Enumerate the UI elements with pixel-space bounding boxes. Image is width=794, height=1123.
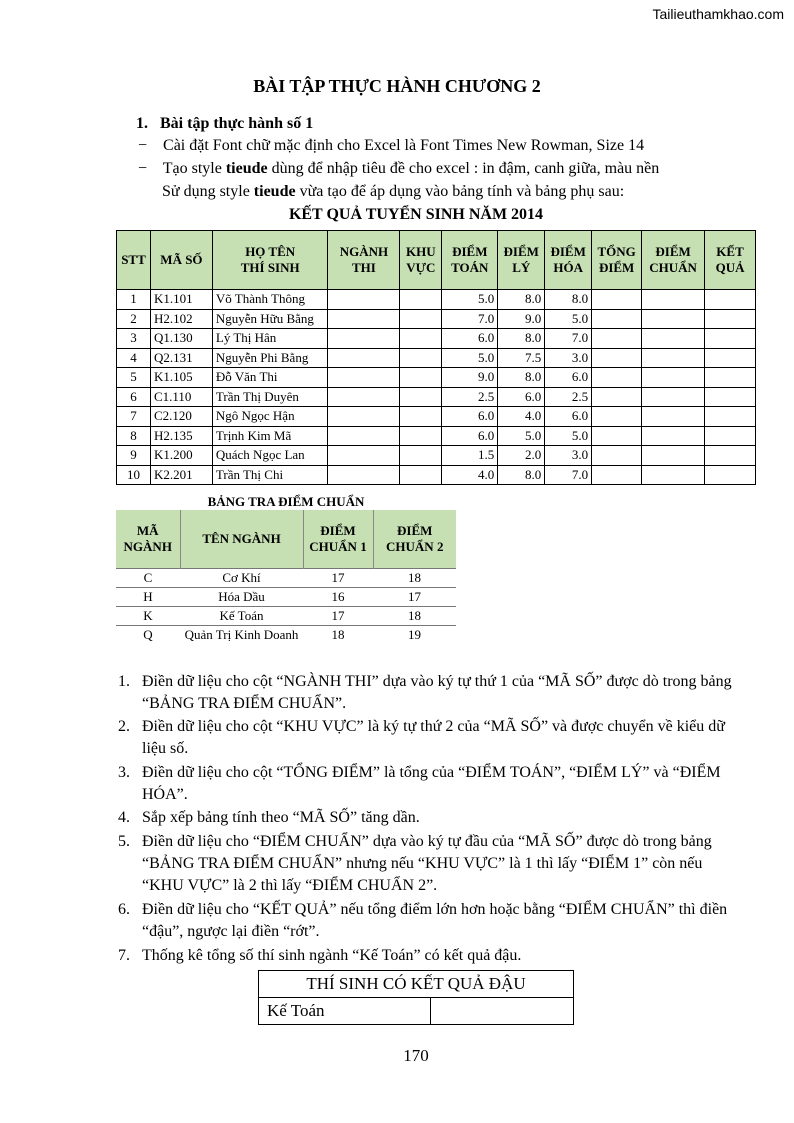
table-cell[interactable]: 10: [117, 465, 151, 485]
table-cell[interactable]: 3.0: [545, 446, 592, 466]
table-cell[interactable]: [642, 387, 705, 407]
column-header: ĐIỂM LÝ: [498, 231, 545, 290]
table-cell[interactable]: 1.5: [442, 446, 498, 466]
table-cell[interactable]: [642, 368, 705, 388]
table-cell[interactable]: 5.0: [442, 290, 498, 310]
table-cell[interactable]: Nguyễn Phi Bằng: [212, 348, 328, 368]
section-title: Bài tập thực hành số 1: [160, 115, 314, 132]
table-cell[interactable]: [400, 329, 442, 349]
passed-candidates-table: [258, 970, 574, 1025]
table-cell[interactable]: [400, 290, 442, 310]
task-text: Điền dữ liệu cho “KẾT QUẢ” nếu tổng điểm lớn hơn hoặc bằng “ĐIỂM CHUẨN” thì điền “đậu”, ngược lại điền “rớt”.: [142, 901, 728, 940]
table-row: [116, 607, 456, 626]
table-cell[interactable]: 8.0: [498, 329, 545, 349]
table-cell[interactable]: 8.0: [498, 465, 545, 485]
table-cell[interactable]: [592, 348, 642, 368]
table-row: [117, 290, 756, 310]
table-cell[interactable]: [400, 387, 442, 407]
column-header: ĐIỂM TOÁN: [442, 231, 498, 290]
table-cell[interactable]: K1.101: [150, 290, 212, 310]
table-cell[interactable]: 8.0: [545, 290, 592, 310]
column-header: NGÀNH THI: [328, 231, 400, 290]
column-header: TỔNG ĐIỂM: [592, 231, 642, 290]
task-number: 7.: [118, 947, 130, 964]
table-cell[interactable]: 7.5: [498, 348, 545, 368]
task-text: Điền dữ liệu cho cột “NGÀNH THI” dựa vào ký tự thứ 1 của “MÃ SỐ” được dò trong bảng “BẢNG TRA ĐIỂM CHUẨN”.: [142, 673, 732, 712]
table-row: [117, 348, 756, 368]
table-cell[interactable]: [592, 329, 642, 349]
table-cell[interactable]: [642, 465, 705, 485]
column-header: MÃ SỐ: [150, 231, 212, 290]
table-cell: 17: [373, 588, 456, 607]
table-row: [117, 329, 756, 349]
table-cell[interactable]: [705, 329, 756, 349]
table-cell[interactable]: Trần Thị Chi: [212, 465, 328, 485]
table-row: [117, 368, 756, 388]
table-cell[interactable]: [592, 309, 642, 329]
table-cell[interactable]: Q1.130: [150, 329, 212, 349]
column-header: ĐIỂM HÓA: [545, 231, 592, 290]
table-cell[interactable]: [400, 348, 442, 368]
table-cell[interactable]: Võ Thành Thông: [212, 290, 328, 310]
column-header: MÃ NGÀNH: [116, 510, 180, 569]
bullet-3: [162, 183, 624, 201]
table-cell[interactable]: C2.120: [150, 407, 212, 427]
table-cell[interactable]: [400, 446, 442, 466]
lookup-table-title: BẢNG TRA ĐIỂM CHUẨN: [207, 494, 365, 509]
table-cell[interactable]: 8: [117, 426, 151, 446]
section-number: 1.: [136, 115, 148, 132]
result-table-title: THÍ SINH CÓ KẾT QUẢ ĐẬU: [259, 971, 574, 998]
task-number: 4.: [118, 809, 130, 826]
task-number: 3.: [118, 764, 130, 781]
table-cell[interactable]: 8.0: [498, 368, 545, 388]
column-header: HỌ TÊN THÍ SINH: [212, 231, 328, 290]
table-cell[interactable]: 6.0: [442, 329, 498, 349]
task-text: Thống kê tổng số thí sinh ngành “Kế Toán” có kết quả đậu.: [142, 947, 522, 964]
watermark: Tailieuthamkhao.com: [652, 6, 784, 22]
table-cell[interactable]: [705, 465, 756, 485]
table-cell[interactable]: [592, 465, 642, 485]
table-cell[interactable]: 9.0: [442, 368, 498, 388]
bullet-1: [138, 137, 644, 155]
table-cell: Cơ Khí: [180, 569, 303, 588]
task-number: 1.: [118, 673, 130, 690]
table-cell[interactable]: 9: [117, 446, 151, 466]
table-row: [117, 407, 756, 427]
bullet-text: dùng để nhập tiêu đề cho excel : in đậm, canh giữa, màu nền: [267, 160, 660, 177]
table-cell[interactable]: Lý Thị Hân: [212, 329, 328, 349]
table-cell: Hóa Dầu: [180, 588, 303, 607]
table-cell[interactable]: [705, 290, 756, 310]
result-label: Kế Toán: [259, 998, 431, 1025]
table-cell[interactable]: [328, 329, 400, 349]
table-row: [117, 387, 756, 407]
column-header: STT: [117, 231, 151, 290]
table-cell[interactable]: [328, 465, 400, 485]
table-cell[interactable]: [328, 309, 400, 329]
task-item: [118, 716, 738, 760]
column-header: TÊN NGÀNH: [180, 510, 303, 569]
table-cell: H: [116, 588, 180, 607]
table-cell[interactable]: [328, 426, 400, 446]
table-cell: 17: [303, 569, 373, 588]
table-cell[interactable]: [642, 348, 705, 368]
main-table-title: KẾT QUẢ TUYỂN SINH NĂM 2014: [288, 206, 544, 223]
table-cell: 16: [303, 588, 373, 607]
table-cell[interactable]: [328, 387, 400, 407]
bullet-dash: −: [138, 137, 148, 154]
result-value[interactable]: [431, 998, 574, 1025]
table-cell[interactable]: Q2.131: [150, 348, 212, 368]
table-row: [117, 309, 756, 329]
table-cell[interactable]: [400, 368, 442, 388]
table-cell[interactable]: [705, 446, 756, 466]
table-cell[interactable]: [592, 446, 642, 466]
table-cell[interactable]: Quách Ngọc Lan: [212, 446, 328, 466]
table-cell[interactable]: [592, 290, 642, 310]
bullet-text: Tạo style: [162, 160, 226, 177]
table-cell[interactable]: [642, 407, 705, 427]
table-cell[interactable]: 6.0: [545, 407, 592, 427]
table-cell[interactable]: [328, 407, 400, 427]
bullet-dash: −: [138, 160, 148, 177]
table-cell[interactable]: 9.0: [498, 309, 545, 329]
column-header: ĐIỂM CHUẨN: [642, 231, 705, 290]
table-cell[interactable]: 5: [117, 368, 151, 388]
table-cell[interactable]: 2.5: [442, 387, 498, 407]
table-cell: 18: [373, 607, 456, 626]
table-row: [117, 426, 756, 446]
table-cell[interactable]: Nguyễn Hữu Bằng: [212, 309, 328, 329]
table-cell[interactable]: H2.102: [150, 309, 212, 329]
table-cell[interactable]: Trần Thị Duyên: [212, 387, 328, 407]
table-cell[interactable]: C1.110: [150, 387, 212, 407]
task-item: [118, 762, 738, 806]
cutoff-lookup-table: [116, 510, 456, 644]
table-cell[interactable]: [400, 407, 442, 427]
table-cell[interactable]: 6.0: [498, 387, 545, 407]
table-cell[interactable]: [328, 348, 400, 368]
table-cell: 17: [303, 607, 373, 626]
table-cell[interactable]: 7.0: [545, 465, 592, 485]
table-cell[interactable]: 7.0: [545, 329, 592, 349]
table-cell[interactable]: 2.5: [545, 387, 592, 407]
table-cell[interactable]: Đỗ Văn Thi: [212, 368, 328, 388]
table-cell[interactable]: 5.0: [545, 426, 592, 446]
task-item: [118, 807, 738, 829]
task-number: 5.: [118, 833, 130, 850]
table-cell: 19: [373, 626, 456, 645]
table-cell: Kế Toán: [180, 607, 303, 626]
task-item: [118, 945, 738, 967]
table-cell[interactable]: [642, 329, 705, 349]
table-cell[interactable]: [400, 426, 442, 446]
column-header: ĐIỂM CHUẨN 2: [373, 510, 456, 569]
table-cell: Q: [116, 626, 180, 645]
table-cell[interactable]: [705, 309, 756, 329]
table-cell[interactable]: 7: [117, 407, 151, 427]
table-cell[interactable]: K1.200: [150, 446, 212, 466]
table-cell[interactable]: H2.135: [150, 426, 212, 446]
table-cell: Quản Trị Kinh Doanh: [180, 626, 303, 645]
table-cell[interactable]: [642, 309, 705, 329]
table-cell[interactable]: [592, 426, 642, 446]
table-cell[interactable]: [592, 407, 642, 427]
table-cell[interactable]: 6.0: [545, 368, 592, 388]
task-text: Sắp xếp bảng tính theo “MÃ SỐ” tăng dần.: [142, 809, 420, 826]
bullet-text: Cài đặt Font chữ mặc định cho Excel là Font Times New Rowman, Size 14: [163, 137, 645, 154]
table-cell[interactable]: 5.0: [498, 426, 545, 446]
bullet-text: Sử dụng style: [162, 183, 254, 200]
table-cell[interactable]: [705, 426, 756, 446]
task-text: Điền dữ liệu cho cột “TỔNG ĐIỂM” là tổng của “ĐIỂM TOÁN”, “ĐIỂM LÝ” và “ĐIỂM HÓA”.: [142, 764, 721, 803]
table-cell[interactable]: [705, 387, 756, 407]
column-header: KẾT QUẢ: [705, 231, 756, 290]
table-cell[interactable]: [400, 465, 442, 485]
table-cell[interactable]: Trịnh Kim Mã: [212, 426, 328, 446]
table-cell[interactable]: [705, 368, 756, 388]
bullet-2: [138, 160, 659, 178]
table-cell[interactable]: [328, 368, 400, 388]
task-text: Điền dữ liệu cho cột “KHU VỰC” là ký tự thứ 2 của “MÃ SỐ” và được chuyển về kiểu dữ liệu số.: [142, 718, 725, 757]
task-item: [118, 899, 738, 943]
table-cell[interactable]: [642, 290, 705, 310]
column-header: ĐIỂM CHUẨN 1: [303, 510, 373, 569]
table-cell[interactable]: 6.0: [442, 426, 498, 446]
table-cell: 18: [373, 569, 456, 588]
table-cell[interactable]: 7.0: [442, 309, 498, 329]
table-cell[interactable]: 2: [117, 309, 151, 329]
table-cell[interactable]: 5.0: [545, 309, 592, 329]
table-cell[interactable]: 1: [117, 290, 151, 310]
table-cell[interactable]: 3.0: [545, 348, 592, 368]
table-cell: K: [116, 607, 180, 626]
table-row: [116, 626, 456, 645]
table-cell[interactable]: [642, 446, 705, 466]
task-number: 2.: [118, 718, 130, 735]
table-cell: C: [116, 569, 180, 588]
table-cell[interactable]: 4.0: [498, 407, 545, 427]
table-cell[interactable]: 2.0: [498, 446, 545, 466]
table-row: [117, 465, 756, 485]
task-item: [118, 671, 738, 715]
table-cell[interactable]: K1.105: [150, 368, 212, 388]
page-title: BÀI TẬP THỰC HÀNH CHƯƠNG 2: [253, 76, 541, 96]
table-cell[interactable]: [328, 290, 400, 310]
section-heading: [136, 115, 313, 133]
table-row: [117, 446, 756, 466]
table-cell[interactable]: 5.0: [442, 348, 498, 368]
table-cell[interactable]: Ngô Ngọc Hận: [212, 407, 328, 427]
table-cell[interactable]: 4: [117, 348, 151, 368]
admission-results-table: [116, 230, 756, 485]
table-cell[interactable]: 6: [117, 387, 151, 407]
task-number: 6.: [118, 901, 130, 918]
table-cell[interactable]: [400, 309, 442, 329]
table-cell[interactable]: [642, 426, 705, 446]
table-cell[interactable]: [705, 348, 756, 368]
bullet-text: vừa tạo để áp dụng vào bảng tính và bảng phụ sau:: [295, 183, 625, 200]
task-item: [118, 831, 738, 897]
bullet-bold: tieude: [225, 160, 268, 177]
task-text: Điền dữ liệu cho “ĐIỂM CHUẨN” dựa vào ký tự đầu của “MÃ SỐ” được dò trong bảng “BẢNG TRA ĐIỂM CHUẨN” nhưng nếu “KHU VỰC” là 1 thì lấy “ĐIỂM 1” còn nếu “KHU VỰC” là 2 thì lấy “ĐIỂM CHUẨN 2”.: [142, 833, 712, 894]
table-cell[interactable]: [592, 387, 642, 407]
table-row: [116, 569, 456, 588]
table-cell[interactable]: 8.0: [498, 290, 545, 310]
table-row: [116, 588, 456, 607]
table-cell[interactable]: K2.201: [150, 465, 212, 485]
bullet-bold: tieude: [253, 183, 296, 200]
table-cell[interactable]: [592, 368, 642, 388]
table-cell[interactable]: 4.0: [442, 465, 498, 485]
column-header: KHU VỰC: [400, 231, 442, 290]
table-cell[interactable]: 6.0: [442, 407, 498, 427]
table-cell[interactable]: [328, 446, 400, 466]
table-cell: 18: [303, 626, 373, 645]
table-cell[interactable]: 3: [117, 329, 151, 349]
page-number: 170: [403, 1046, 429, 1065]
table-cell[interactable]: [705, 407, 756, 427]
